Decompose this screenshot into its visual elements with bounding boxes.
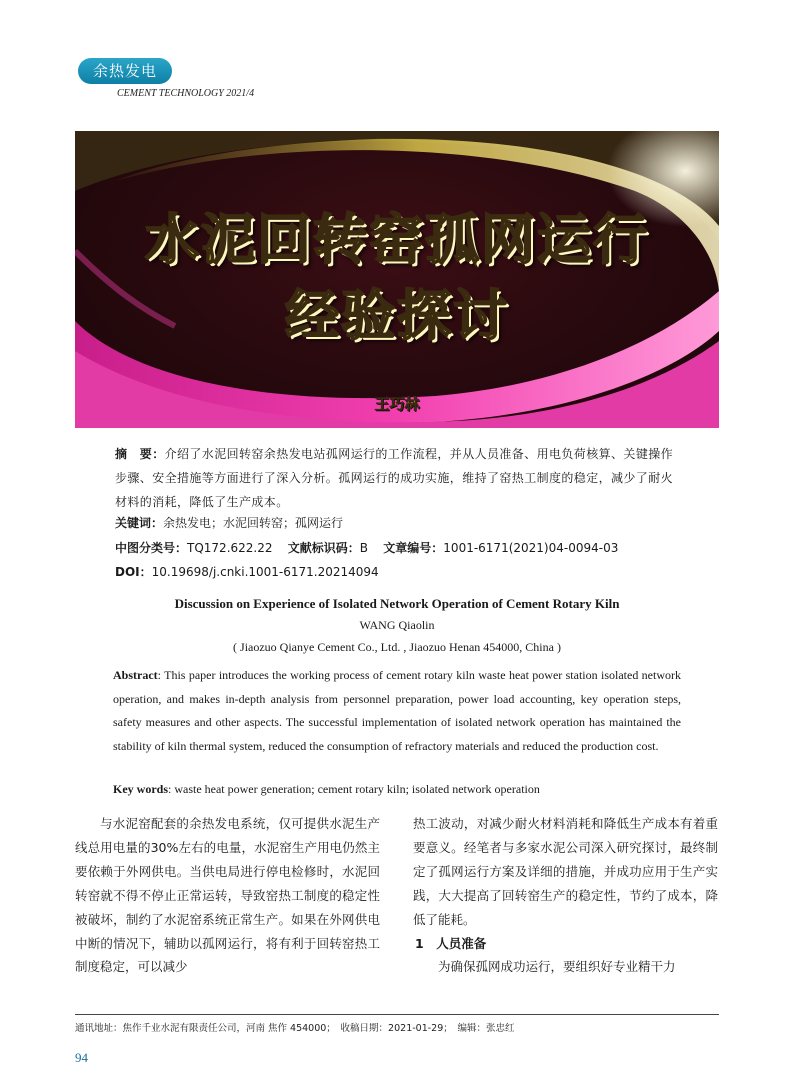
abstract-cn: [115, 442, 685, 514]
author-name-cn: 王巧林: [374, 395, 420, 413]
article-title-line-1: 水泥回转窑孤网运行: [145, 208, 649, 271]
clc-label: 中图分类号：: [115, 541, 188, 555]
abstract-cn-text: 介绍了水泥回转窑余热发电站孤网运行的工作流程，并从人员准备、用电负荷核算、关键操作步骤、安全措施等方面进行了深入分析。孤网运行的成功实施，维持了窑热工制度的稳定，减少了耐火材料的消耗，降低了生产成本。: [115, 447, 674, 509]
section-tag: 余热发电: [78, 58, 172, 84]
english-abstract-text: : This paper introduces the working process of cement rotary kiln waste heat power station isolated network operation, and makes in-depth analysis from personnel preparation, power load accounting, key operation steps, safety measures and other aspects. The successful implementation of isolated network operation has maintained the stability of kiln thermal system, reduced the consumption of refractory materials and reduced the production cost.: [113, 668, 681, 753]
body-column-left: [75, 812, 380, 979]
keywords-cn-text: 余热发电；水泥回转窑；孤网运行: [163, 516, 344, 530]
article-title-line-2: 经验探讨: [285, 284, 509, 347]
doi-label: DOI：: [115, 565, 152, 579]
doc-code-label: 文献标识码：: [287, 541, 360, 555]
body-column-right: [413, 812, 718, 979]
page-number: 94: [75, 1050, 88, 1065]
english-abstract-label: Abstract: [113, 668, 158, 682]
keywords-cn-label: 关键词：: [115, 516, 164, 530]
body-paragraph: 热工波动，对减少耐火材料消耗和降低生产成本有着重要意义。经笔者与多家水泥公司深入研究探讨，最终制定了孤网运行方案及详细的措施，并成功应用于生产实践，大大提高了回转窑生产的稳定性，节约了成本，降低了能耗。: [413, 816, 718, 927]
footer-note: 通讯地址：焦作千业水泥有限责任公司，河南 焦作 454000； 收稿日期：2021-01-29； 编辑：张忠红: [75, 1023, 515, 1034]
classification-line: [115, 539, 618, 556]
article-no-value: 1001-6171(2021)04-0094-03: [443, 541, 619, 555]
journal-name: CEMENT TECHNOLOGY 2021/4: [117, 88, 255, 99]
keywords-cn: [115, 514, 343, 531]
body-paragraph: 与水泥窑配套的余热发电系统，仅可提供水泥生产线总用电量的30%左右的电量，水泥窑生产用电仍然主要依赖于外网供电。当供电局进行停电检修时，水泥回转窑就不得不停止正常运转，导致窑热工制度的稳定性被破坏，制约了水泥窑系统正常生产。如果在外网供电中断的情况下，辅助以孤网运行，将有利于回转窑热工制度稳定，可以减少: [75, 816, 380, 975]
article-no-label: 文章编号：: [383, 541, 444, 555]
english-keywords-text: : waste heat power generation; cement rotary kiln; isolated network operation: [168, 782, 540, 796]
english-title: Discussion on Experience of Isolated Network Operation of Cement Rotary Kiln: [174, 596, 620, 611]
body-paragraph: 为确保孤网成功运行，要组织好专业精干力: [438, 959, 676, 975]
english-keywords: [113, 782, 681, 797]
english-abstract: [113, 664, 681, 758]
english-keywords-label: Key words: [113, 782, 168, 796]
footer-divider: [75, 1014, 719, 1015]
title-banner: [75, 131, 719, 428]
english-affiliation: ( Jiaozuo Qianye Cement Co., Ltd. , Jiaozuo Henan 454000, China ): [233, 640, 561, 654]
doi-line: [115, 563, 379, 580]
doc-code-value: B: [359, 541, 369, 555]
abstract-cn-label: 摘 要：: [115, 447, 165, 461]
clc-value: TQ172.622.22: [187, 541, 273, 555]
english-author: WANG Qiaolin: [359, 618, 435, 632]
doi-value: 10.19698/j.cnki.1001-6171.20214094: [151, 565, 379, 579]
section-heading: 1 人员准备: [415, 935, 487, 951]
